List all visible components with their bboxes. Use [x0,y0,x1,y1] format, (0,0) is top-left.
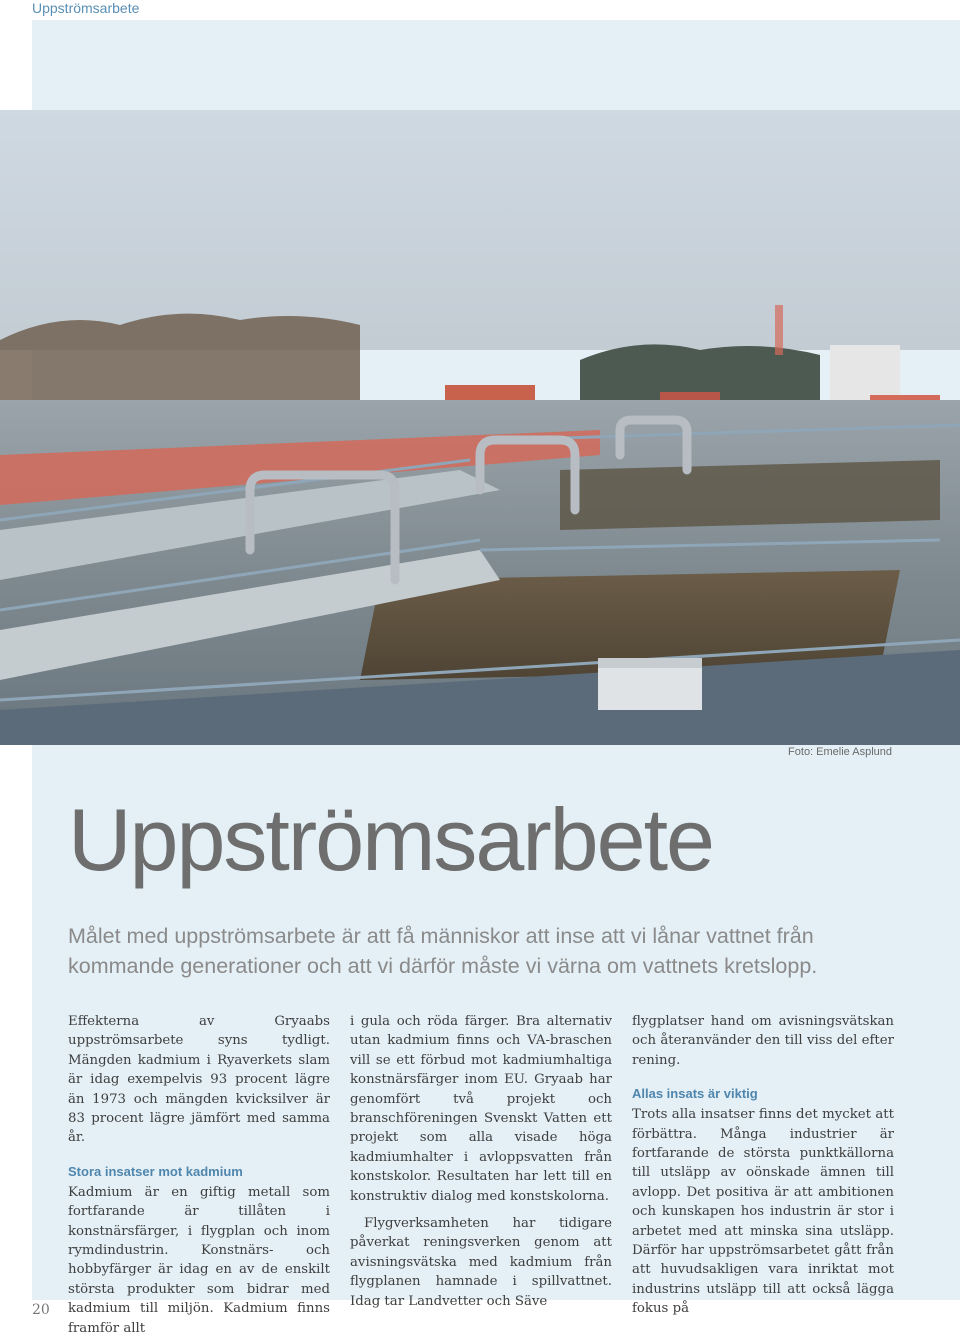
page-number: 20 [32,1302,50,1318]
subheading: Stora insatser mot kadmium [68,1163,243,1179]
text-column-1 [68,1012,330,1338]
photo-credit: Foto: Emelie Asplund [788,746,892,758]
paragraph: Kadmium är en giftig metall som fortfarande är tillåten i konstnärsfärger, i flygplan och inom rymdindustrin. Konstnärs- och hobbyfärger är idag en av de enskilt största produkter som bidrar med kadmium till miljön. Kadmium finns framför allt [68,1184,330,1336]
paragraph: Trots alla insatser finns det mycket att förbättra. Många industrier är fortfarande de största punktkällorna till utsläpp av oönskade ämnen till avlopp. Det positiva är att ambitionen och kunskapen hos industrin är stor i arbetet med att minska sina utsläpp. Därför har uppströmsarbetet gått från att huvudsakligen vara inriktat mot industrins utsläpp till att också lägga fokus på [632,1107,894,1317]
paragraph: i gula och röda färger. Bra alternativ utan kadmium finns och VA-braschen vill se ett förbud mot kadmiumhaltiga konstnärsfärger inom EU. Gryaab har genomfört två projekt och branschföreningen Svenskt Vatten ett projekt som alla visade höga kadmiumhalter i avloppsvatten från konstskolor. Resultaten har lett till en konstruktiv dialog med konstskolorna. [350,1014,612,1204]
running-head: Uppströmsarbete [32,0,140,16]
text-column-2 [350,1012,612,1311]
text-column-3 [632,1012,894,1319]
paragraph: Effekterna av Gryaabs uppströmsarbete syns tydligt. Mängden kadmium i Ryaverkets slam är idag exempelvis 93 procent lägre än 1973 och mängden kvicksilver är 83 procent lägre jämfört med samma år. [68,1014,330,1146]
subheading: Allas insats är viktig [632,1086,758,1102]
paragraph: Flygverksamheten har tidigare påverkat reningsverken genom att avisningsvätska med kadmium från flygplanen hamnade i spillvattnet. Idag tar Landvetter och Säve [350,1216,612,1309]
paragraph: flygplatser hand om avisningsvätskan och återanvänder den till viss del efter rening. [632,1014,894,1068]
page-title: Uppströmsarbete [68,790,713,889]
photo-water-treatment-plant [0,110,960,745]
lead-paragraph: Målet med uppströmsarbete är att få människor att inse att vi lånar vattnet från kommande generationer och att vi därför måste vi värna om vattnets kretslopp. [68,924,818,978]
